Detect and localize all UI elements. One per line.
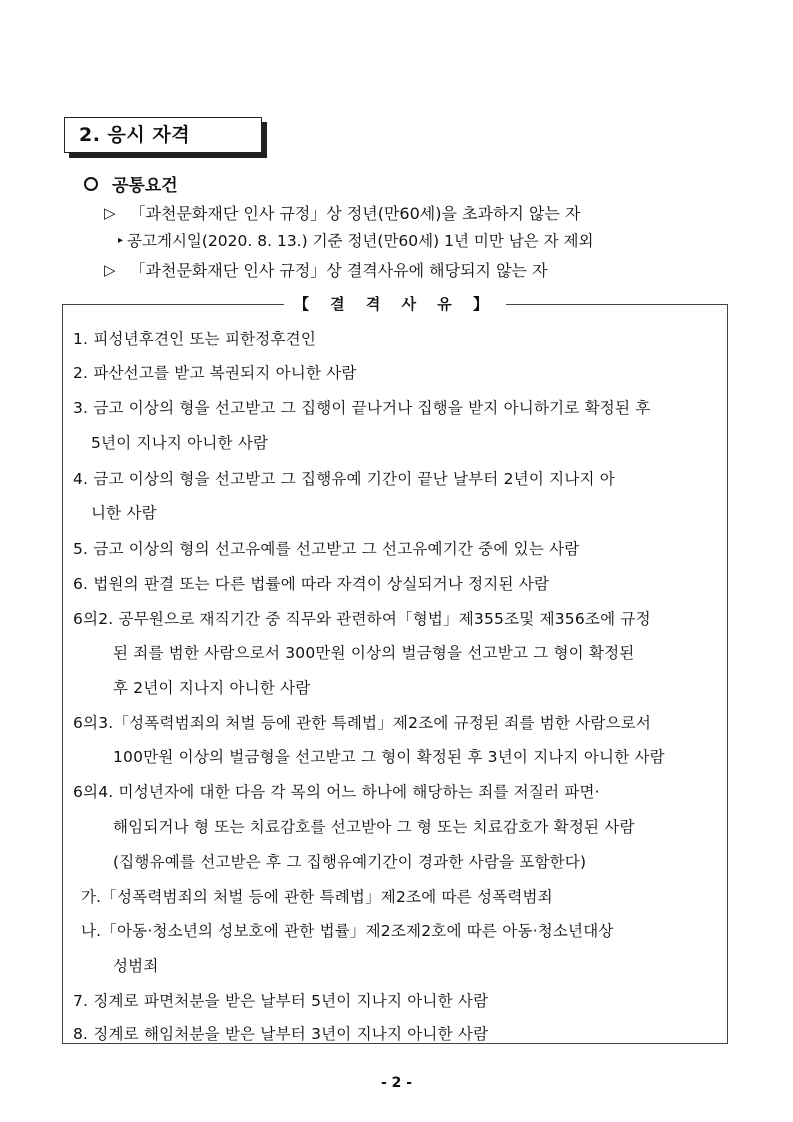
requirement-line <box>104 258 548 281</box>
requirement-line <box>104 201 580 224</box>
requirements-heading <box>84 171 178 196</box>
disqualification-item-cont: 5년이 지나지 아니한 사람 <box>91 434 269 452</box>
requirement-text: 「과천문화재단 인사 규정」상 정년(만60세)을 초과하지 않는 자 <box>129 204 581 223</box>
disqualification-item: 6의4. 미성년자에 대한 다음 각 목의 어느 하나에 해당하는 죄를 저질러 파면· <box>73 783 600 801</box>
disqualification-item-cont: 성범죄 <box>113 957 159 975</box>
disqualification-item-cont: 된 죄를 범한 사람으로서 300만원 이상의 벌금형을 선고받고 그 형이 확정된 <box>113 644 635 662</box>
requirement-subline <box>118 229 593 251</box>
disqualification-item-cont: 해임되거나 형 또는 치료감호를 선고받아 그 형 또는 치료감호가 확정된 사람 <box>113 818 635 836</box>
disqualification-title: 【 결 격 사 유 】 <box>63 293 727 314</box>
section-title: 2. 응시 자격 <box>64 117 262 153</box>
disqualification-subitem: 가.「성폭력범죄의 처벌 등에 관한 특례법」제2조에 따른 성폭력범죄 <box>81 888 553 906</box>
disqualification-item-cont: 후 2년이 지나지 아니한 사람 <box>113 679 311 697</box>
triangle-bullet-icon: ▷ <box>104 260 116 279</box>
requirement-text: 「과천문화재단 인사 규정」상 결격사유에 해당되지 않는 자 <box>129 261 548 280</box>
disqualification-item-cont: 니한 사람 <box>91 504 157 522</box>
disqualification-item: 6의2. 공무원으로 재직기간 중 직무와 관련하여「형법」제355조및 제356조에 규정 <box>73 610 651 628</box>
disqualification-item: 5. 금고 이상의 형의 선고유예를 선고받고 그 선고유예기간 중에 있는 사람 <box>73 540 580 558</box>
triangle-bullet-icon: ▷ <box>104 203 116 222</box>
requirements-heading-label: 공통요건 <box>112 176 178 196</box>
disqualification-item: 3. 금고 이상의 형을 선고받고 그 집행이 끝나거나 집행을 받지 아니하기로 확정된 후 <box>73 399 651 417</box>
small-triangle-bullet-icon: ▸ <box>118 234 124 246</box>
disqualification-box <box>62 295 728 1044</box>
disqualification-item: 4. 금고 이상의 형을 선고받고 그 집행유예 기간이 끝난 날부터 2년이 지나지 아 <box>73 470 615 488</box>
disqualification-item-cont: 100만원 이상의 벌금형을 선고받고 그 형이 확정된 후 3년이 지나지 아니한 사람 <box>113 748 665 766</box>
requirement-text: 공고게시일(2020. 8. 13.) 기준 정년(만60세) 1년 미만 남은 자 제외 <box>127 232 594 250</box>
disqualification-item: 8. 징계로 해임처분을 받은 날부터 3년이 지나지 아니한 사람 <box>73 1025 489 1043</box>
disqualification-item-cont: (집행유예를 선고받은 후 그 집행유예기간이 경과한 사람을 포함한다) <box>113 853 587 871</box>
disqualification-item: 1. 피성년후견인 또는 피한정후견인 <box>73 330 316 348</box>
disqualification-item: 6. 법원의 판결 또는 다른 법률에 따라 자격이 상실되거나 정지된 사람 <box>73 575 550 593</box>
circle-bullet-icon <box>84 177 98 191</box>
disqualification-item: 2. 파산선고를 받고 복권되지 아니한 사람 <box>73 364 357 382</box>
disqualification-item: 7. 징계로 파면처분을 받은 날부터 5년이 지나지 아니한 사람 <box>73 992 489 1010</box>
disqualification-item: 6의3.「성폭력범죄의 처벌 등에 관한 특례법」제2조에 규정된 죄를 범한 사람으로서 <box>73 714 652 732</box>
page-number: - 2 - <box>380 1075 413 1091</box>
disqualification-subitem: 나.「아동·청소년의 성보호에 관한 법률」제2조제2호에 따른 아동·청소년대상 <box>81 922 614 940</box>
